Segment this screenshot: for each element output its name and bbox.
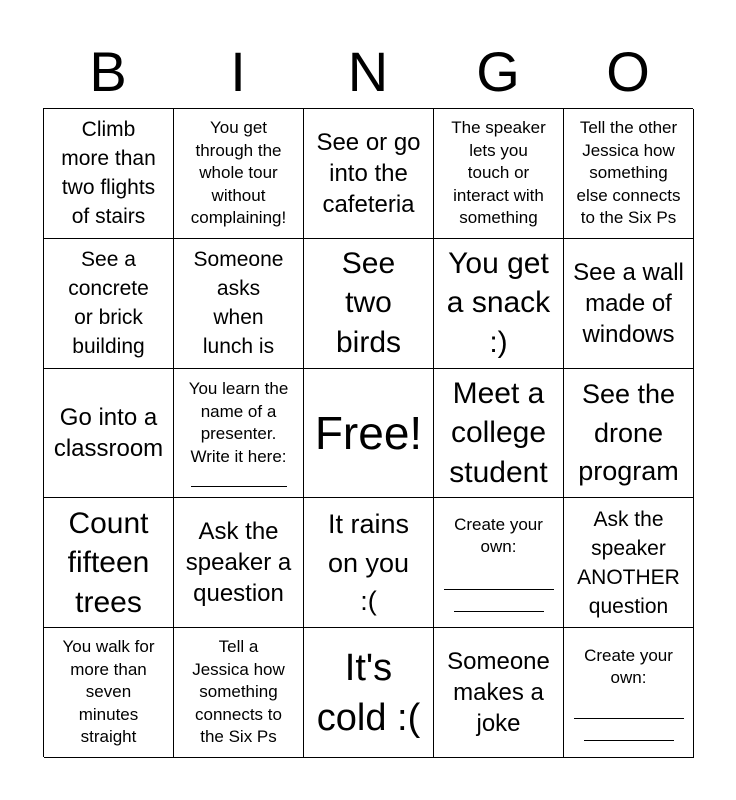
cell-text: See a concrete or brick building	[68, 248, 149, 359]
cell-text: You get through the whole tour without complaining!	[190, 118, 287, 228]
cell-text: You walk for more than seven minutes straight	[62, 637, 155, 747]
bingo-cell-r1-c5[interactable]	[564, 109, 694, 239]
cell-text: Tell the other Jessica how something else connects to the Six Ps	[576, 118, 681, 228]
write-in-line[interactable]	[574, 718, 684, 719]
bingo-cell-r3-c4[interactable]	[434, 369, 564, 499]
cell-text: Someone asks when lunch is	[193, 248, 284, 359]
cell-text: It rains on you :(	[327, 509, 410, 617]
cell-text: See two birds	[335, 246, 402, 359]
header-letter-n: N	[347, 40, 389, 103]
cell-text: See a wall made of windows	[573, 258, 684, 348]
bingo-cell-r4-c5[interactable]	[564, 498, 694, 628]
bingo-cell-r4-c3[interactable]	[304, 498, 434, 628]
cell-text: Count fifteen trees	[67, 506, 150, 619]
cell-text: Someone makes a joke	[447, 648, 550, 738]
bingo-cell-r5-c1[interactable]	[44, 628, 174, 758]
cell-text: Go into a classroom	[53, 403, 164, 462]
free-space-text: Free!	[314, 406, 423, 459]
bingo-cell-r1-c1[interactable]	[44, 109, 174, 239]
write-in-line[interactable]	[444, 589, 554, 590]
bingo-cell-r5-c3[interactable]	[304, 628, 434, 758]
cell-text: Ask the speaker a question	[185, 518, 292, 608]
bingo-cell-r2-c2[interactable]	[174, 239, 304, 369]
bingo-cell-r3-c5[interactable]	[564, 369, 694, 499]
header-letter-i: I	[230, 40, 246, 103]
cell-text: See the drone program	[578, 379, 679, 487]
cell-text: See or go into the cafeteria	[316, 128, 421, 218]
cell-text: You get a snack :)	[446, 246, 551, 359]
cell-text: It's cold :(	[316, 646, 421, 739]
cell-text: Climb more than two flights of stairs	[61, 118, 156, 229]
bingo-cell-r4-c1[interactable]	[44, 498, 174, 628]
bingo-cell-r1-c2[interactable]	[174, 109, 304, 239]
cell-text: You learn the name of a presenter. Write it here:	[188, 379, 289, 466]
bingo-cell-r2-c3[interactable]	[304, 239, 434, 369]
bingo-cell-r2-c4[interactable]	[434, 239, 564, 369]
bingo-cell-r3-c1[interactable]	[44, 369, 174, 499]
cell-text: Tell a Jessica how something connects to the Six Ps	[192, 637, 285, 747]
cell-text: Create your own:	[584, 645, 673, 688]
write-in-line[interactable]	[191, 486, 287, 487]
bingo-cell-r4-c4[interactable]	[434, 498, 564, 628]
bingo-cell-r5-c2[interactable]	[174, 628, 304, 758]
cell-text: The speaker lets you touch or interact with something	[451, 118, 546, 228]
header-letter-o: O	[606, 40, 650, 103]
bingo-cell-r5-c5[interactable]	[564, 628, 694, 758]
header-letter-b: B	[89, 40, 127, 103]
write-in-line[interactable]	[454, 611, 544, 612]
bingo-cell-r2-c5[interactable]	[564, 239, 694, 369]
cell-text: Ask the speaker ANOTHER question	[577, 507, 680, 618]
bingo-cell-r4-c2[interactable]	[174, 498, 304, 628]
cell-text: Meet a college student	[449, 376, 548, 489]
bingo-header	[43, 36, 693, 108]
bingo-grid	[43, 108, 693, 757]
write-in-line[interactable]	[584, 740, 674, 741]
bingo-cell-r1-c3[interactable]	[304, 109, 434, 239]
bingo-cell-r5-c4[interactable]	[434, 628, 564, 758]
bingo-cell-free[interactable]	[304, 369, 434, 499]
bingo-cell-r2-c1[interactable]	[44, 239, 174, 369]
bingo-cell-r3-c2[interactable]	[174, 369, 304, 499]
bingo-cell-r1-c4[interactable]	[434, 109, 564, 239]
header-letter-g: G	[476, 40, 520, 103]
cell-text: Create your own:	[454, 514, 543, 557]
